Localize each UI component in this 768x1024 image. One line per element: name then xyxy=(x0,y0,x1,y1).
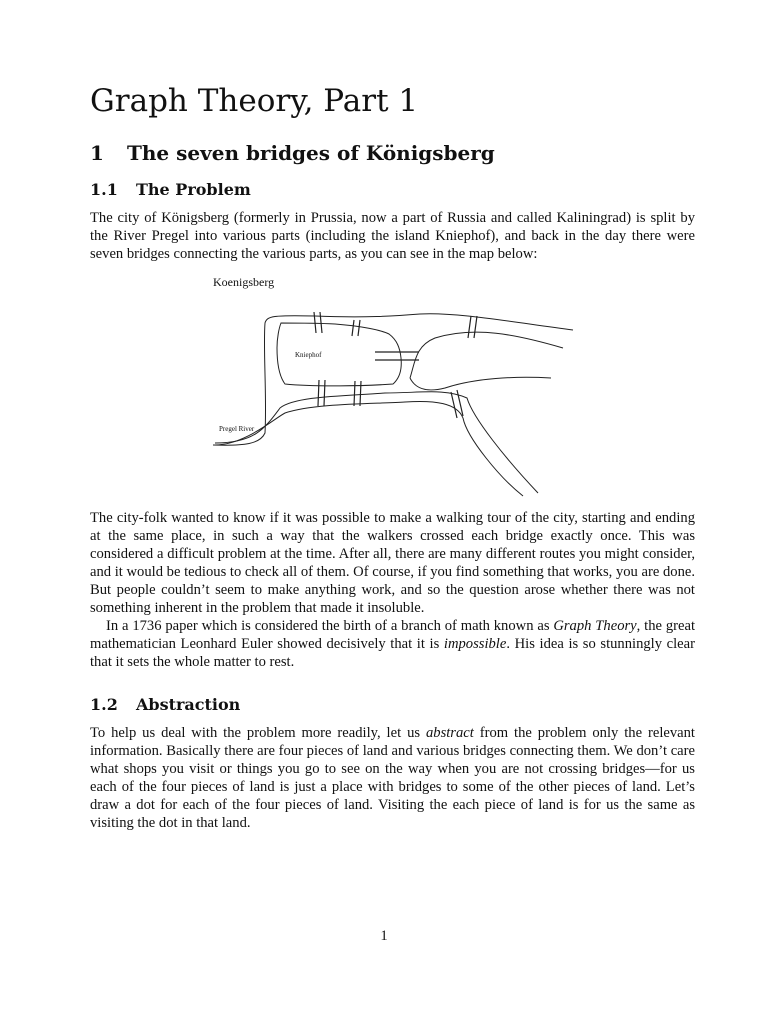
bridge-6 xyxy=(354,381,361,406)
bridge-5 xyxy=(318,380,325,406)
section-title: The seven bridges of Königsberg xyxy=(127,141,495,165)
bridge-4 xyxy=(375,352,419,360)
graph-theory-term: Graph Theory xyxy=(553,618,637,634)
abstraction-paragraph xyxy=(90,724,695,832)
map-title: Koenigsberg xyxy=(213,275,275,289)
koenigsberg-map xyxy=(205,268,585,500)
abstract-term: abstract xyxy=(425,725,474,741)
river-label: Pregel River xyxy=(219,425,255,433)
subsection-number: 1.1 xyxy=(90,180,118,199)
south-river-shore xyxy=(215,401,523,496)
bridge-3 xyxy=(468,316,477,338)
problem-paragraph: The city-folk wanted to know if it was possible to make a walking tour of the city, starting and ending at the same place, in such a way that the walkers crossed each bridge exactly once. This was considered a difficult problem at the time. After all, there are many different routes you might consider, and it would be tedious to check all of them. Of course, if you find something that works, you are done. But people couldn’t seem to make anything work, and so the question arose whether there was not something inherent in the problem that made it insoluble. xyxy=(90,510,695,616)
abstraction-text-1: To help us deal with the problem more readily, let us xyxy=(90,725,426,741)
subsection-title: The Problem xyxy=(136,180,251,199)
subsection-title: Abstraction xyxy=(136,695,241,714)
east-land-south-shore xyxy=(410,377,551,390)
section-heading xyxy=(90,139,495,167)
euler-text-3: . His idea is so stunningly clear that it sets the whole matter to rest. xyxy=(90,636,695,670)
page-number: 1 xyxy=(380,928,388,944)
euler-paragraph xyxy=(90,617,695,671)
section-number: 1 xyxy=(90,141,104,165)
bridge-1 xyxy=(314,312,322,333)
subsection-number: 1.2 xyxy=(90,695,118,714)
page-title: Graph Theory, Part 1 xyxy=(90,83,419,119)
euler-text-1: In a 1736 paper which is considered the birth of a branch of math known as xyxy=(106,618,554,634)
subsection-heading-problem xyxy=(90,179,251,201)
impossible-term: impossible xyxy=(443,636,507,652)
bridge-2 xyxy=(352,320,360,336)
subsection-heading-abstraction xyxy=(90,694,240,716)
euler-text-2: , the great mathematician Leonhard Euler showed decisively that it is xyxy=(90,618,695,652)
island-label: Kniephof xyxy=(295,351,322,359)
south-bank-shore xyxy=(215,392,538,493)
abstraction-text-2: from the problem only the relevant information. Basically there are four pieces of land and various bridges connecting them. We don’t care what shops you visit or things you go to see on the way when you are not crossing bridges—for us each of the four pieces of land is just a place with bridges to some of the other pieces of land. Let’s draw a dot for each of the four pieces of land. Visiting the each piece of land is for us the same as visiting the dot in that land. xyxy=(90,725,695,831)
north-bank-shore xyxy=(213,314,573,446)
east-land-shore xyxy=(410,332,563,378)
intro-paragraph: The city of Königsberg (formerly in Prussia, now a part of Russia and called Kaliningrad) is split by the River Pregel into various parts (including the island Kniephof), and back in the day there were seven bridges connecting the various parts, as you can see in the map below: xyxy=(90,210,695,262)
